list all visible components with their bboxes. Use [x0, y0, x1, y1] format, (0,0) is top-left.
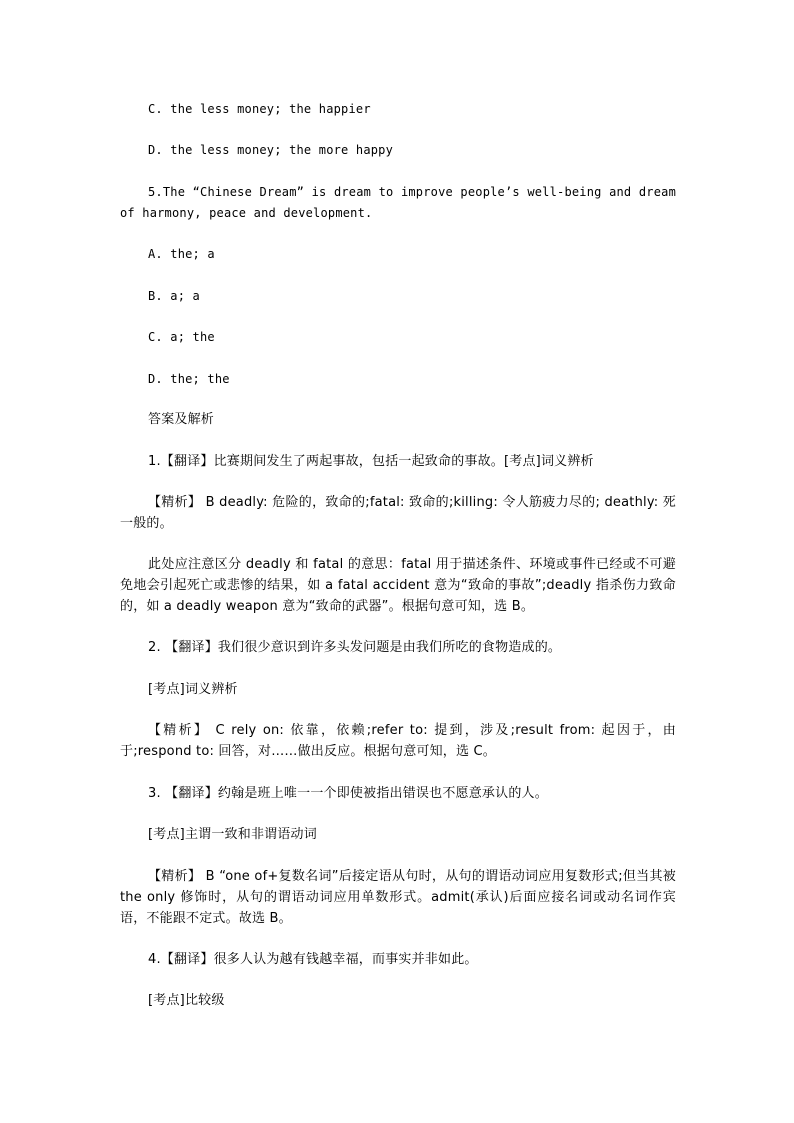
q4-option-d: D. the less money; the more happy [148, 143, 394, 157]
answer-1-analysis: 【精析】 B deadly: 危险的，致命的;fatal: 致命的;killing: 令人筋疲力尽的; deathly: 死一般的。 [120, 495, 676, 531]
answer-1-translation: 1.【翻译】比赛期间发生了两起事故，包括一起致命的事故。[考点]词义辨析 [148, 454, 594, 469]
q5-option-c: C. a; the [148, 330, 215, 344]
answer-3-translation: 3. 【翻译】约翰是班上唯一一个即使被指出错误也不愿意承认的人。 [148, 786, 548, 801]
q5-stem: 5.The “Chinese Dream” is dream to improve people’s well-being and dream of harmony, peace and development. [120, 185, 676, 220]
q5-option-d: D. the; the [148, 372, 230, 386]
answer-2-analysis: 【精析】 C rely on: 依靠，依赖;refer to: 提到，涉及;result from: 起因于，由于;respond to: 回答，对……做出反应。根据句意可知，选 C。 [120, 723, 676, 759]
q5-option-a: A. the; a [148, 247, 215, 261]
answers-heading: 答案及解析 [148, 412, 215, 427]
answer-3-point: [考点]主谓一致和非谓语动词 [148, 827, 317, 842]
answer-4-translation: 4.【翻译】很多人认为越有钱越幸福，而事实并非如此。 [148, 952, 478, 967]
answer-4-point: [考点]比较级 [148, 993, 225, 1008]
q4-option-c: C. the less money; the happier [148, 102, 371, 116]
answer-2-translation: 2. 【翻译】我们很少意识到许多头发问题是由我们所吃的食物造成的。 [148, 640, 562, 655]
answer-3-analysis: 【精析】 B “one of+复数名词”后接定语从句时，从句的谓语动词应用复数形式;但当其被 the only 修饰时，从句的谓语动词应用单数形式。admit(承认)后面应接名词或动名词作宾语，不能跟不定式。故选 B。 [120, 869, 676, 926]
answer-1-note: 此处应注意区分 deadly 和 fatal 的意思：fatal 用于描述条件、环境或事件已经或不可避免地会引起死亡或悲惨的结果，如 a fatal accident 意为“致命的事故”;deadly 指杀伤力致命的，如 a deadly weapon 意为“致命的武器”。根据句意可知，选 B。 [120, 557, 676, 614]
answer-2-point: [考点]词义辨析 [148, 682, 238, 697]
q5-option-b: B. a; a [148, 289, 200, 303]
